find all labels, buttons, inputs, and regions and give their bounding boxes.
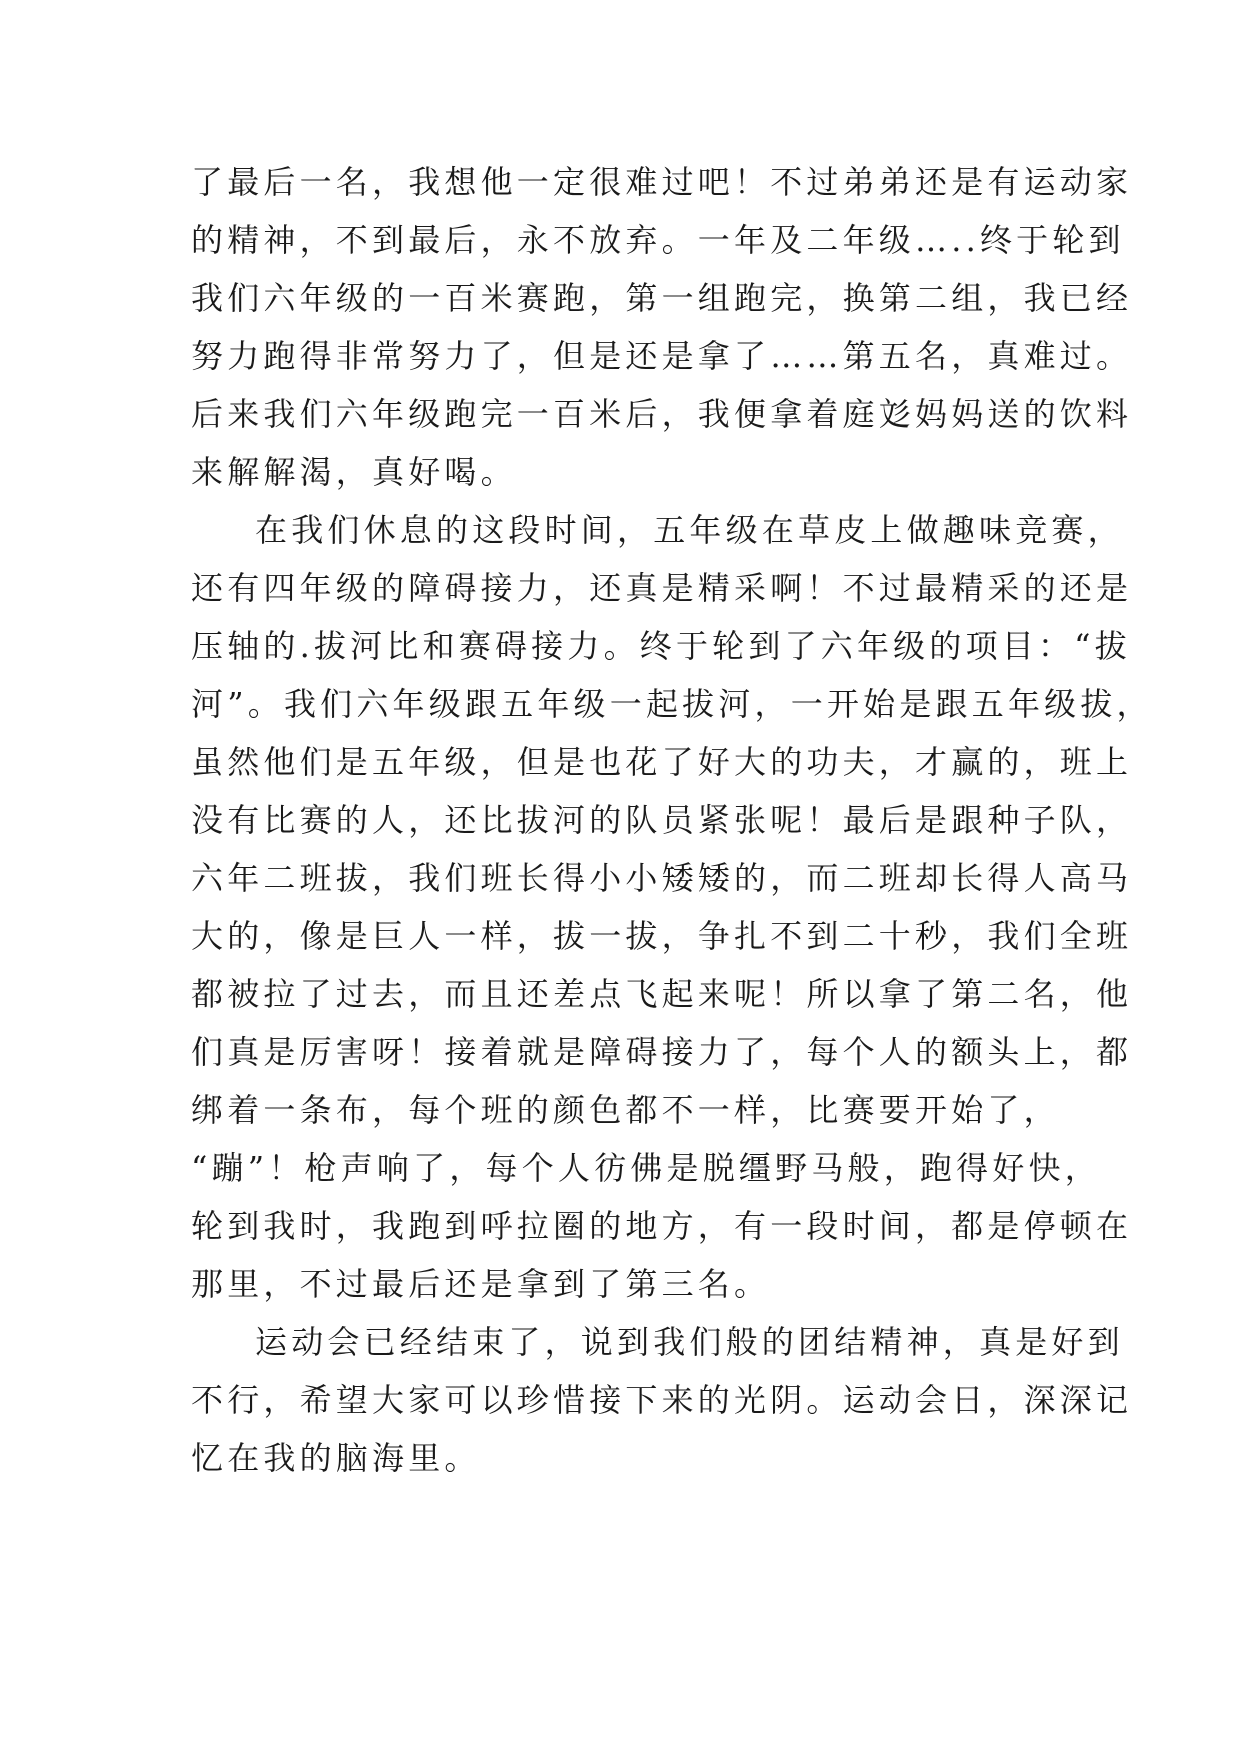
- paragraph-3: [191, 1313, 1133, 1487]
- text-line: 了最后一名，我想他一定很难过吧！不过弟弟还是有运动家: [191, 163, 1133, 201]
- text-line: “蹦”！枪声响了，每个人彷佛是脱缰野马般，跑得好快，: [191, 1149, 1101, 1187]
- text-line: 没有比赛的人，还比拔河的队员紧张呢！最后是跟种子队，: [191, 801, 1133, 839]
- text-line: 绑着一条布，每个班的颜色都不一样，比赛要开始了，: [191, 1091, 1060, 1129]
- body-text: [191, 153, 1153, 1487]
- paragraph-2: [191, 501, 1153, 1313]
- text-line: 后来我们六年级跑完一百米后，我便拿着庭彣妈妈送的饮料: [191, 395, 1133, 433]
- text-line: 忆在我的脑海里。: [191, 1439, 481, 1477]
- text-line: 们真是厉害呀！接着就是障碍接力了，每个人的额头上，都: [191, 1033, 1133, 1071]
- text-line: 来解解渴，真好喝。: [191, 453, 517, 491]
- text-line: 都被拉了过去，而且还差点飞起来呢！所以拿了第二名，他: [191, 975, 1133, 1013]
- text-line: 不行，希望大家可以珍惜接下来的光阴。运动会日，深深记: [191, 1381, 1133, 1419]
- text-line: 轮到我时，我跑到呼拉圈的地方，有一段时间，都是停顿在: [191, 1207, 1133, 1245]
- text-line: 运动会已经结束了，说到我们般的团结精神，真是好到: [255, 1323, 1124, 1361]
- text-line: 大的，像是巨人一样，拔一拔，争扎不到二十秒，我们全班: [191, 917, 1133, 955]
- text-line: 的精神，不到最后，永不放弃。一年及二年级…..终于轮到: [191, 221, 1125, 259]
- text-line: 河”。我们六年级跟五年级一起拔河，一开始是跟五年级拔，: [191, 685, 1153, 723]
- text-line: 六年二班拔，我们班长得小小矮矮的，而二班却长得人高马: [191, 859, 1133, 897]
- text-line: 在我们休息的这段时间，五年级在草皮上做趣味竞赛，: [255, 511, 1124, 549]
- text-line: 虽然他们是五年级，但是也花了好大的功夫，才赢的，班上: [191, 743, 1133, 781]
- paragraph-1: [191, 153, 1133, 501]
- text-line: 我们六年级的一百米赛跑，第一组跑完，换第二组，我已经: [191, 279, 1133, 317]
- text-line: 还有四年级的障碍接力，还真是精采啊！不过最精采的还是: [191, 569, 1133, 607]
- text-line: 压轴的.拔河比和赛碍接力。终于轮到了六年级的项目：“拔: [191, 627, 1131, 665]
- text-line: 努力跑得非常努力了，但是还是拿了……第五名，真难过。: [191, 337, 1133, 375]
- text-line: 那里，不过最后还是拿到了第三名。: [191, 1265, 771, 1303]
